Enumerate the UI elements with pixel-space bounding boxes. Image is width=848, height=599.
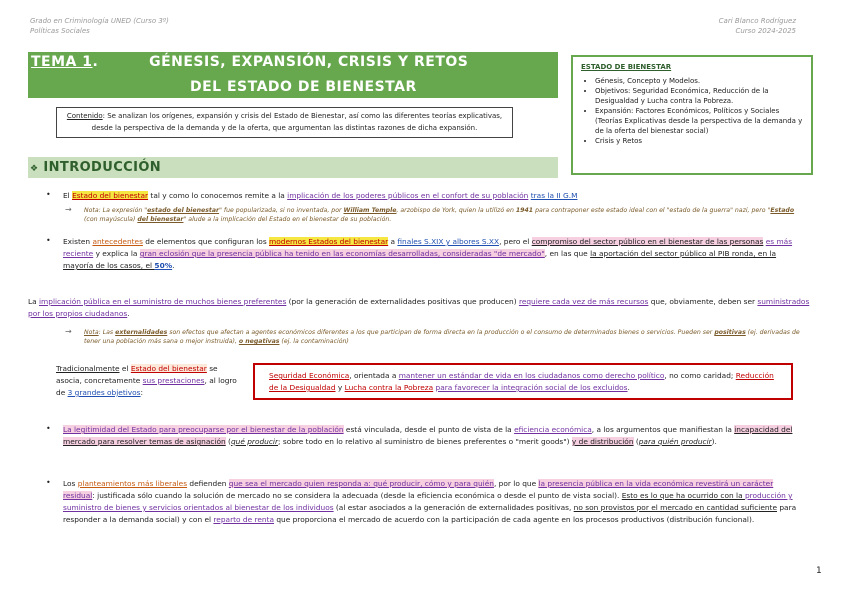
summary-item: • Expansión: Factores Económicos, Políticos y Sociales (Teorías Explicativas desde la perspectiva de la demanda y de la oferta del bienestar social) — [595, 106, 803, 136]
page-number: 1 — [816, 566, 822, 576]
title-line1: TEMA 1. GÉNESIS, EXPANSIÓN, CRISIS Y RETOS — [31, 54, 469, 70]
contenido-label: Contenido — [66, 112, 103, 120]
bullet-icon: • — [46, 236, 51, 245]
arrow-icon: → — [65, 205, 72, 214]
contenido-text: : Se analizan los orígenes, expansión y crisis del Estado de Bienestar, así como las diferentes teorías explicativas, desde la perspectiva de la demanda y de la oferta, que argumentan las distintas razones de dicha expansión. — [91, 112, 503, 132]
contenido-box — [56, 107, 513, 138]
tema-label: TEMA 1 — [31, 54, 93, 70]
note1: Nota: La expresión "estado del bienestar" fue popularizada, si no inventada, por William Temple, arzobispo de York, quien la utilizó en 1941 para contraponer este estado ideal con el "estado de la guerra" nazi, pero "Estado (con mayúscula) del bienestar" alude a la implicación del Estado en el bienestar de su población. — [84, 207, 795, 223]
bullet-icon: • — [46, 190, 51, 199]
bullet1-text: El Estado del bienestar tal y como lo conocemos remite a la implicación de los poderes públicos en el confort de su población tras la II G.M — [63, 191, 578, 200]
title-line2: DEL ESTADO DE BIENESTAR — [190, 79, 417, 95]
summary-item: • Crisis y Retos — [595, 136, 803, 146]
bullet-icon: • — [46, 478, 51, 487]
header-subject: Políticas Sociales — [30, 27, 90, 35]
summary-list — [581, 76, 803, 146]
intro-title: INTRODUCCIÓN — [43, 160, 162, 175]
bullet2-text: Existen antecedentes de elementos que configuran los modernos Estados del bienestar a finales S.XIX y albores S.XX, pero el compromiso del sector público en el bienestar de las personas es más reciente y explica la gran eclosión que la presencia pública ha tenido en las economías desarrolladas, consideradas "de mercado", en las que la aportación del sector público al PIB ronda, en la mayoría de los casos, el 50%. — [63, 237, 793, 270]
bullet3-text: La legitimidad del Estado para preocuparse por el bienestar de la población está vinculada, desde el punto de vista de la eficiencia económica, a los argumentos que manifiestan la incapacidad del mercado para resolver temas de asignación (qué producir; sobre todo en lo relativo al suministro de bienes preferentes o "merit goods") y de distribución (para quién producir). — [63, 425, 793, 446]
header-author: Cari Blanco Rodríguez — [718, 17, 796, 25]
diamond-icon: ❖ — [30, 164, 39, 174]
summary-heading: ESTADO DE BIENESTAR — [581, 63, 672, 71]
summary-item: • Génesis, Concepto y Modelos. — [595, 76, 803, 86]
bullet-icon: • — [46, 424, 51, 433]
header-right — [600, 16, 796, 36]
objectives-intro: Tradicionalmente el Estado del bienestar se asocia, concretamente sus prestaciones, al logro de 3 grandes objetivos: — [56, 364, 237, 397]
arrow-icon: → — [65, 327, 72, 336]
title-text1: GÉNESIS, EXPANSIÓN, CRISIS Y RETOS — [149, 54, 469, 70]
header-year: Curso 2024-2025 — [735, 27, 796, 35]
summary-box — [571, 55, 813, 175]
intro-heading — [30, 160, 161, 175]
note2: Nota: Las externalidades son efectos que afectan a agentes económicos diferentes a los que participan de forma directa en la producción o el consumo de determinados bienes o servicios. Pueden ser positivas (ej. derivadas de tener una población más sana o mejor instruida), o negativas (ej. la contaminación) — [84, 329, 800, 345]
paragraph1: La implicación pública en el suministro de muchos bienes preferentes (por la generación de externalidades positivas que producen) requiere cada vez de más recursos que, obviamente, deben ser suministrados por los propios ciudadanos. — [28, 297, 810, 318]
summary-item: • Objetivos: Seguridad Económica, Reducción de la Desigualdad y Lucha contra la Pobreza. — [595, 86, 803, 106]
bullet4-text: Los planteamientos más liberales defienden que sea el mercado quien responda a: qué producir, cómo y para quién, por lo que la presencia pública en la vida económica revestirá un carácter residual: justificada sólo cuando la solución de mercado no se considera la adecuada (desde la eficiencia económica o desde el punto de vista social). Esto es lo que ha ocurrido con la producción y suministro de bienes y servicios orientados al bienestar de los individuos (al estar asociados a la generación de externalidades positivas, no son provistos por el mercado en cantidad suficiente para responder a la demanda social) y con el reparto de renta que proporciona el mercado de acuerdo con la participación de cada agente en los procesos productivos (distribución funcional). — [63, 479, 797, 524]
objectives-box: Seguridad Económica, orientada a mantener un estándar de vida en los ciudadanos como derecho político, no como caridad; Reducción de la Desigualdad y Lucha contra la Pobreza para favorecer la integración social de los excluidos. — [253, 363, 793, 400]
header-course: Grado en Criminología UNED (Curso 3º) — [30, 17, 169, 25]
header-left — [30, 16, 169, 36]
